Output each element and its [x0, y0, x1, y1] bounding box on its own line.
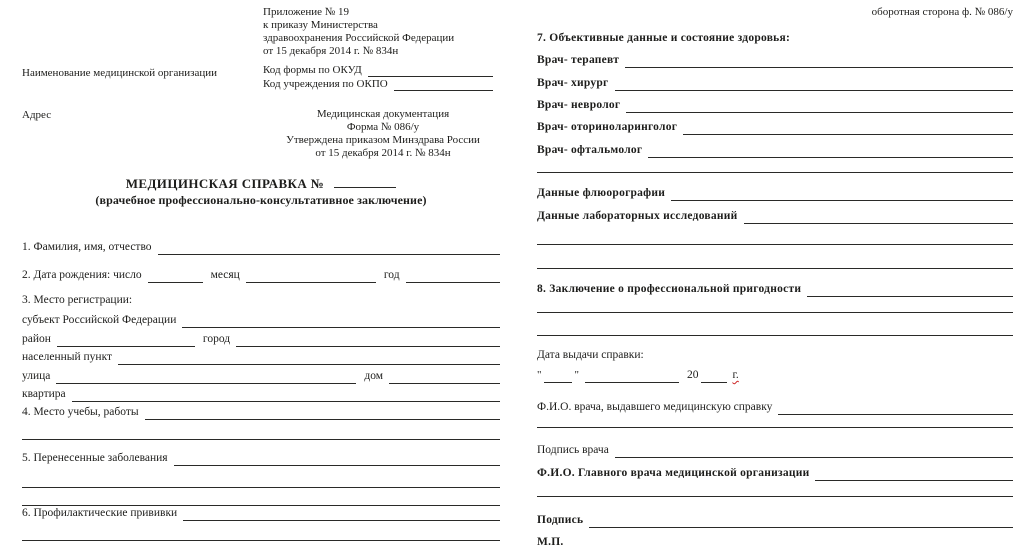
field-birthdate-row	[22, 266, 500, 283]
doctor-row	[537, 96, 1013, 113]
issue-date-row	[537, 366, 1013, 383]
diseases-line	[174, 453, 500, 466]
fluorography-row	[537, 184, 1013, 201]
field-settlement-row	[22, 348, 500, 365]
blank-line	[22, 475, 500, 488]
field-district-row	[22, 330, 500, 347]
section8-row	[537, 280, 1013, 297]
settlement-label: населенный пункт	[22, 351, 113, 363]
fluorography-line	[671, 188, 1013, 201]
okpo-row	[263, 78, 493, 91]
okpo-label: Код учреждения по ОКПО	[263, 78, 388, 90]
open-quote: "	[537, 369, 542, 381]
form-subtitle: (врачебное профессионально-консультативное заключение)	[95, 193, 427, 207]
subject-line	[182, 315, 500, 328]
certificate-number-line	[334, 185, 396, 188]
blank-row	[22, 471, 500, 488]
neurologist-label: Врач- невролог	[537, 99, 621, 111]
doc-classification-block	[270, 108, 496, 160]
signature-row	[537, 511, 1013, 528]
street-label: улица	[22, 370, 51, 382]
blank-line	[537, 484, 1013, 497]
doc-line: Утверждена приказом Минздрава России	[286, 134, 480, 146]
neurologist-line	[626, 100, 1013, 113]
apartment-label: квартира	[22, 388, 66, 400]
back-side-note: оборотная сторона ф. № 086/у	[871, 6, 1013, 18]
ophthalmologist-label: Врач- офтальмолог	[537, 144, 643, 156]
surgeon-label: Врач- хирург	[537, 77, 609, 89]
doc-line: Медицинская документация	[316, 108, 450, 120]
field-diseases-row	[22, 449, 500, 466]
doc-line: Форма № 086/у	[346, 121, 420, 133]
appendix-note	[263, 6, 500, 58]
blank-line	[537, 232, 1013, 245]
city-label: город	[202, 333, 231, 345]
appendix-line: от 15 декабря 2014 г. № 834н	[263, 45, 399, 57]
blank-row	[537, 252, 1013, 269]
surgeon-line	[615, 78, 1013, 91]
signature-line	[589, 515, 1013, 528]
blank-row	[537, 480, 1013, 497]
blank-row	[537, 156, 1013, 173]
appendix-line: к приказу Министерства	[263, 19, 378, 31]
blank-row	[537, 296, 1013, 313]
close-quote: "	[574, 369, 579, 381]
year-prefix: 20	[687, 369, 699, 381]
front-side-column	[22, 0, 500, 544]
doctor-signature-line	[615, 445, 1013, 458]
lab-data-line	[744, 211, 1013, 224]
city-line	[236, 334, 500, 347]
field-fio-label: 1. Фамилия, имя, отчество	[22, 241, 152, 253]
blank-line	[22, 427, 500, 440]
birth-year-line	[406, 270, 500, 283]
okud-row	[263, 64, 493, 77]
okpo-line	[394, 81, 493, 91]
doctor-row	[537, 74, 1013, 91]
house-label: дом	[364, 370, 384, 382]
issuing-doctor-label: Ф.И.О. врача, выдавшего медицинскую справку	[537, 401, 773, 413]
field-street-row	[22, 367, 500, 384]
workplace-line	[145, 407, 500, 420]
field-workplace-row	[22, 403, 500, 420]
appendix-line: Приложение № 19	[263, 6, 350, 18]
codes-block	[263, 64, 493, 92]
vaccinations-line	[183, 508, 500, 521]
district-line	[57, 334, 195, 347]
stamp-row	[537, 533, 1013, 550]
blank-line	[537, 300, 1013, 313]
birth-day-line	[148, 270, 203, 283]
therapist-label: Врач- терапевт	[537, 54, 620, 66]
appendix-line: здравоохранения Российской Федерации	[263, 32, 455, 44]
blank-line	[537, 160, 1013, 173]
head-doctor-label: Ф.И.О. Главного врача медицинской организации	[537, 467, 810, 479]
section8-heading: 8. Заключение о профессиональной пригодности	[537, 283, 802, 295]
street-line	[56, 371, 356, 384]
apartment-line	[72, 389, 500, 402]
address-label: Адрес	[22, 109, 52, 121]
year-line	[701, 370, 727, 383]
blank-row	[537, 228, 1013, 245]
birth-month-line	[246, 270, 376, 283]
section7-row	[537, 29, 1013, 46]
therapist-line	[625, 55, 1013, 68]
house-line	[389, 371, 500, 384]
month-line	[585, 370, 679, 383]
blank-row	[537, 411, 1013, 428]
otolaryngologist-label: Врач- оториноларинголог	[537, 121, 678, 133]
field-subject-row	[22, 311, 500, 328]
doctor-signature-label: Подпись врача	[537, 444, 609, 456]
field-registration-row	[22, 291, 500, 308]
workplace-label: 4. Место учебы, работы	[22, 406, 139, 418]
stamp-label: М.П.	[537, 536, 564, 548]
fio-line	[158, 242, 500, 255]
field-fio-row	[22, 238, 500, 255]
org-name-label: Наименование медицинской организации	[22, 67, 217, 79]
blank-line	[537, 256, 1013, 269]
blank-line	[537, 323, 1013, 336]
blank-row	[22, 524, 500, 541]
lab-data-row	[537, 207, 1013, 224]
doctor-signature-row	[537, 441, 1013, 458]
issue-date-label-row	[537, 346, 1013, 363]
issue-date-label: Дата выдачи справки:	[537, 349, 644, 361]
birth-year-label: год	[383, 269, 400, 281]
year-suffix: г.	[732, 369, 739, 381]
form-title	[22, 176, 500, 192]
form-title-block	[22, 176, 500, 208]
otolaryngologist-line	[683, 122, 1013, 135]
settlement-line	[118, 352, 500, 365]
district-label: район	[22, 333, 51, 345]
registration-label: 3. Место регистрации:	[22, 294, 133, 306]
diseases-label: 5. Перенесенные заболевания	[22, 452, 168, 464]
birthdate-label: 2. Дата рождения: число	[22, 269, 142, 281]
vaccinations-label: 6. Профилактические прививки	[22, 507, 178, 519]
doc-line: от 15 декабря 2014 г. № 834н	[315, 147, 451, 159]
doctor-row	[537, 51, 1013, 68]
fluorography-label: Данные флюорографии	[537, 187, 666, 199]
blank-line	[537, 415, 1013, 428]
signature-label: Подпись	[537, 514, 584, 526]
okud-line	[368, 67, 493, 77]
blank-row	[22, 423, 500, 440]
blank-row	[537, 319, 1013, 336]
field-vaccinations-row	[22, 504, 500, 521]
back-side-column	[537, 0, 1013, 548]
head-doctor-row	[537, 464, 1013, 481]
lab-data-label: Данные лабораторных исследований	[537, 210, 738, 222]
birth-month-label: месяц	[210, 269, 240, 281]
blank-line	[22, 528, 500, 541]
field-apartment-row	[22, 385, 500, 402]
section7-heading: 7. Объективные данные и состояние здоровья:	[537, 32, 791, 44]
day-line	[544, 370, 572, 383]
doctor-row	[537, 118, 1013, 135]
subject-label: субъект Российской Федерации	[22, 314, 177, 326]
okud-label: Код формы по ОКУД	[263, 64, 362, 76]
form-title-text: МЕДИЦИНСКАЯ СПРАВКА №	[125, 176, 325, 191]
